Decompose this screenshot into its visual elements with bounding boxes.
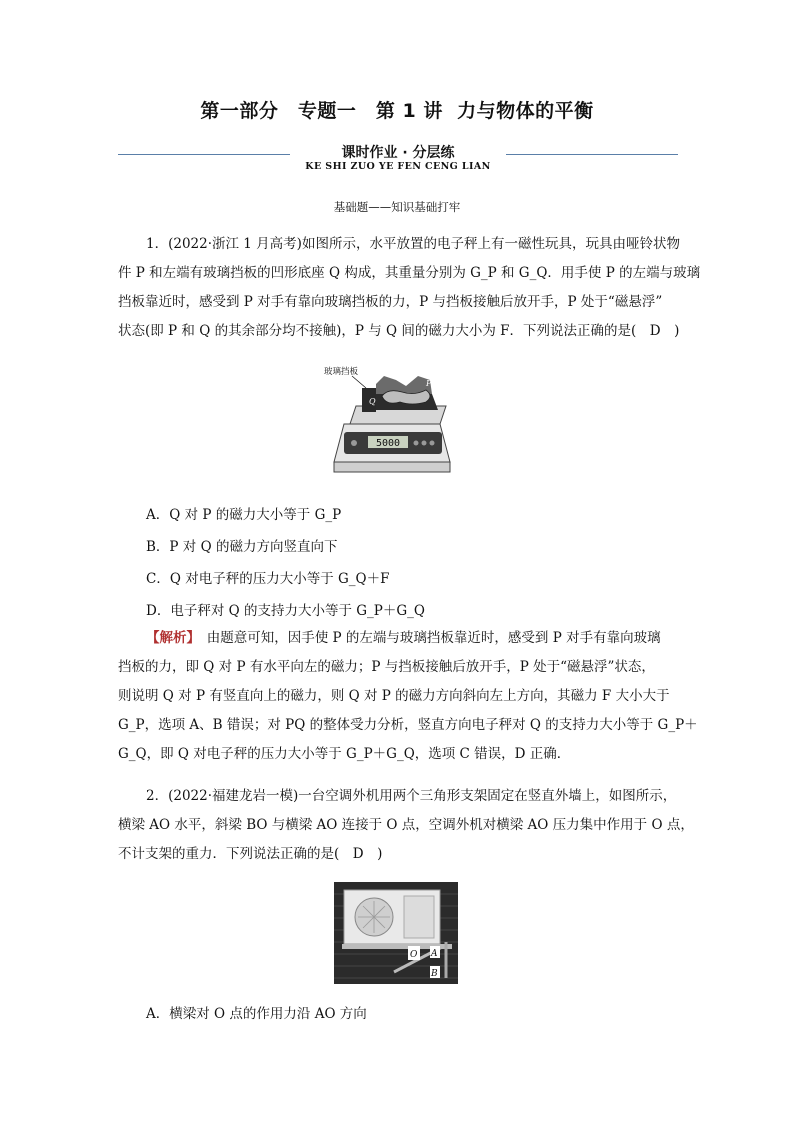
figure-label-q: Q — [369, 397, 376, 406]
q1-option-d: D．电子秤对 Q 的支持力大小等于 G_P＋G_Q — [146, 603, 425, 619]
q2-line: 2．(2022·福建龙岩一模)一台空调外机用两个三角形支架固定在竖直外墙上，如图所示， — [146, 788, 677, 804]
question-1-stem — [118, 230, 701, 346]
q1-option-c: C．Q 对电子秤的压力大小等于 G_Q＋F — [146, 571, 390, 587]
banner — [118, 142, 678, 178]
question-2-stem — [118, 782, 694, 869]
analysis-line: 则说明 Q 对 P 有竖直向上的磁力，则 Q 对 P 的磁力方向斜向左上方向，其磁力 F 大小大于 — [118, 688, 670, 704]
analysis-tag: 【解析】 — [146, 630, 194, 646]
q1-option-b: B．P 对 Q 的磁力方向竖直向下 — [146, 539, 338, 555]
figure-label-b: B — [431, 969, 438, 979]
q2-line: 横梁 AO 水平，斜梁 BO 与横梁 AO 连接于 O 点，空调外机对横梁 AO 压力集中作用于 O 点， — [118, 817, 694, 833]
q1-analysis — [118, 624, 698, 769]
analysis-line: 挡板的力，即 Q 对 P 有水平向左的磁力；P 与挡板接触后放开手，P 处于“磁悬浮”状态， — [118, 659, 655, 675]
scale-display: 5000 — [375, 438, 401, 449]
analysis-line: G_Q，即 Q 对电子秤的压力大小等于 G_P＋G_Q，选项 C 错误，D 正确． — [118, 746, 571, 762]
q1-line: 1．(2022·浙江 1 月高考)如图所示，水平放置的电子秤上有一磁性玩具，玩具由哑铃状物 — [146, 236, 680, 252]
figure-electronic-scale — [322, 362, 454, 482]
section-heading: 基础题——知识基础打牢 — [333, 200, 461, 214]
figure-label-a: A — [431, 949, 438, 959]
analysis-line-1 — [118, 624, 684, 653]
banner-title: 课时作业 · 分层练 — [341, 145, 455, 161]
analysis-line: G_P，选项 A、B 错误；对 PQ 的整体受力分析，竖直方向电子秤对 Q 的支持力大小等于 G_P＋ — [118, 717, 698, 733]
figure-label-glass: 玻璃挡板 — [324, 367, 359, 377]
q2-line: 不计支架的重力．下列说法正确的是( D ) — [118, 846, 383, 862]
q2-option-a: A．横梁对 O 点的作用力沿 AO 方向 — [146, 1006, 367, 1022]
q1-line: 件 P 和左端有玻璃挡板的凹形底座 Q 构成，其重量分别为 G_P 和 G_Q．用手使 P 的左端与玻璃 — [118, 265, 701, 281]
figure-label-o: O — [410, 950, 418, 960]
q1-option-a: A．Q 对 P 的磁力大小等于 G_P — [146, 507, 342, 523]
figure-air-conditioner — [334, 882, 458, 984]
banner-pinyin: KE SHI ZUO YE FEN CENG LIAN — [305, 161, 491, 172]
q1-line: 挡板靠近时，感受到 P 对手有靠向玻璃挡板的力，P 与挡板接触后放开手，P 处于“磁悬浮” — [118, 294, 663, 310]
q1-line: 状态(即 P 和 Q 的其余部分均不接触)，P 与 Q 间的磁力大小为 F．下列说法正确的是( D ) — [118, 323, 680, 339]
page-title: 第一部分 专题一 第 1 讲 力与物体的平衡 — [200, 100, 594, 122]
analysis-text: 由题意可知，因手使 P 的左端与玻璃挡板靠近时，感受到 P 对手有靠向玻璃 — [193, 630, 661, 646]
figure-label-p: P — [426, 379, 432, 388]
